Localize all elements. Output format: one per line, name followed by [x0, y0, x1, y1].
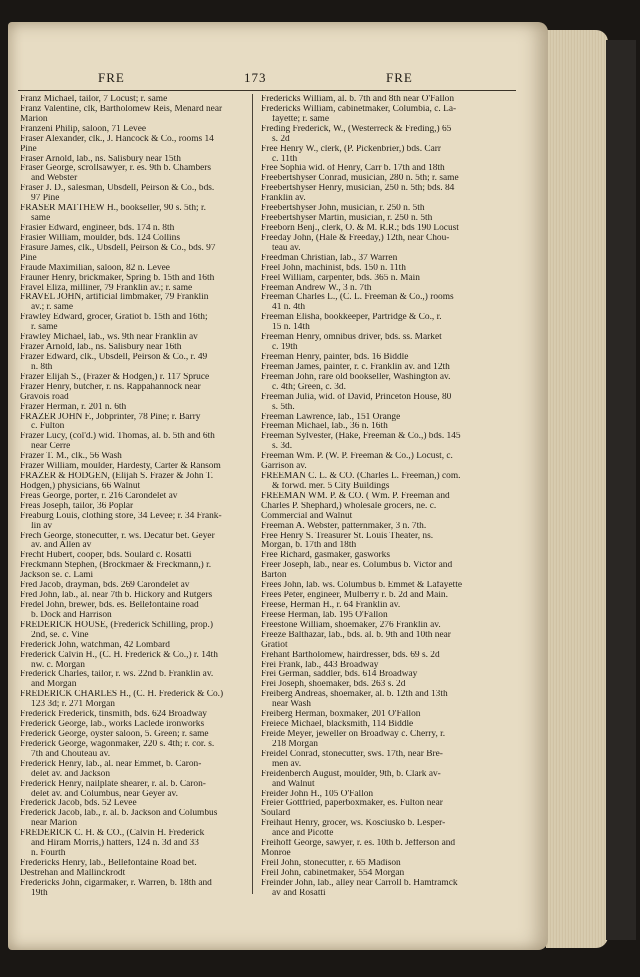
left-column	[20, 95, 252, 899]
directory-line: Franzeni Philip, saloon, 71 Levee	[20, 124, 147, 134]
directory-line: Frederick Jacob, bds. 52 Levee	[20, 799, 137, 809]
directory-line: 123 3d; r. 271 Morgan	[31, 700, 115, 710]
directory-line: Fraser George, scrollsawyer, r. es. 9th b. Chambers	[20, 164, 212, 174]
directory-line: Freiberg Andreas, shoemaker, al. b. 12th and 13th	[261, 690, 448, 700]
directory-line: Freeman Lawrence, lab., 151 Orange	[261, 412, 401, 422]
directory-line: c. 4th; Green, c. 3d.	[272, 382, 346, 392]
directory-line: & forwd. mer. 5 City Buildings	[272, 481, 390, 491]
directory-line: Frazer William, moulder, Hardesty, Carter & Ransom	[20, 462, 221, 472]
directory-line: Frawley Michael, lab., ws. 9th near Franklin av	[20, 333, 198, 343]
directory-line: Freeman John, rare old bookseller, Washington av.	[261, 372, 451, 382]
directory-line: Frawley Edward, grocer, Gratiot b. 15th and 16th;	[20, 313, 208, 323]
directory-line: FRAZER JOHN F., Jobprinter, 78 Pine; r. Barry	[20, 412, 201, 422]
directory-line: 2nd, se. c. Vine	[31, 630, 89, 640]
running-head-right: FRE	[386, 70, 413, 85]
directory-line: Frei German, saddler, bds. 614 Broadway	[261, 670, 418, 680]
directory-line: Monroe	[261, 849, 291, 859]
directory-line: Soulard	[261, 809, 291, 819]
page-edge	[546, 30, 608, 948]
directory-line: Fraser Arnold, lab., ns. Salisbury near 15th	[20, 154, 181, 164]
directory-line: FREDERICK HOUSE, (Frederick Schilling, prop.)	[20, 620, 213, 630]
directory-line: FREEMAN C. L. & CO. (Charles L. Freeman,) com.	[261, 472, 461, 482]
directory-line: Garrison av.	[261, 462, 307, 472]
directory-line: av. and Allen av	[31, 541, 92, 551]
directory-line: Freeman Andrew W., 3 n. 7th	[261, 283, 372, 293]
directory-line: Frederick Frederick, tinsmith, bds. 624 Broadway	[20, 710, 207, 720]
directory-line: Frederick George, lab., works Laclede ironworks	[20, 720, 205, 730]
directory-line: Freas Joseph, tailor, 36 Poplar	[20, 501, 134, 511]
directory-line: Freihoff George, sawyer, r. es. 10th b. Jefferson and	[261, 839, 456, 849]
directory-line: Freeday John, (Hale & Freeday,) 12th, near Chou-	[261, 233, 450, 243]
directory-line: Frecht Hubert, cooper, bds. Soulard c. Rosatti	[20, 551, 192, 561]
directory-line: Frasier William, moulder, bds. 124 Collins	[20, 233, 181, 243]
directory-line: Frasier Edward, engineer, bds. 174 n. 8th	[20, 223, 175, 233]
directory-line: 7th and Chouteau av.	[31, 749, 111, 759]
directory-line: Destrehan and Mallinckrodt	[20, 868, 126, 878]
directory-page	[8, 22, 548, 950]
directory-line: near Marion	[31, 819, 78, 829]
directory-line: Frauner Henry, brickmaker, Spring b. 15th and 16th	[20, 273, 215, 283]
directory-line: Fredericks John, cigarmaker, r. Warren, b. 18th and	[20, 878, 212, 888]
directory-line: Frederick George, wagonmaker, 220 s. 4th; r. cor. s.	[20, 739, 215, 749]
directory-line: Marion	[20, 114, 48, 124]
directory-line: lin av	[31, 521, 53, 531]
directory-line: and Webster	[31, 174, 78, 184]
directory-line: Free Henry S. Treasurer St. Louis Theater, ns.	[261, 531, 434, 541]
directory-line: nw. c. Morgan	[31, 660, 85, 670]
directory-line: Freeze Balthazar, lab., bds. al. b. 9th and 10th near	[261, 630, 451, 640]
directory-line: Freebertshyser John, musician, r. 250 n. 5th	[261, 204, 425, 214]
directory-line: Frasure James, clk., Ubsdell, Peirson & Co., bds. 97	[20, 243, 216, 253]
directory-line: Frederick John, watchman, 42 Lombard	[20, 640, 170, 650]
directory-line: Pine	[20, 144, 37, 154]
directory-line: Fredericks William, cabinetmaker, Columbia, c. La-	[261, 104, 457, 114]
directory-line: Freidenberch August, moulder, 9th, b. Clark av-	[261, 769, 441, 779]
directory-line: Charles P. Shephard,) wholesale grocers, ne. c.	[261, 501, 437, 511]
directory-line: Frazer Herman, r. 201 n. 6th	[20, 402, 127, 412]
header-rule	[18, 90, 516, 91]
directory-line: Freeman Sylvester, (Hake, Freeman & Co.,) bds. 145	[261, 432, 461, 442]
directory-line: Freeman Henry, omnibus driver, bds. ss. Market	[261, 333, 442, 343]
directory-line: s. 2d	[272, 134, 290, 144]
directory-line: Freil John, cabinetmaker, 554 Morgan	[261, 868, 405, 878]
directory-line: Fred John, lab., al. near 7th b. Hickory and Rutgers	[20, 591, 213, 601]
directory-line: Frederick George, oyster saloon, 5. Green; r. same	[20, 730, 209, 739]
directory-line: and Walnut	[272, 779, 315, 789]
directory-line: Pine	[20, 253, 37, 263]
directory-line: Freese Herman, lab. 195 O'Fallon	[261, 610, 388, 620]
directory-line: c. 11th	[272, 154, 298, 164]
directory-line: Free Sophia wid. of Henry, Carr b. 17th and 18th	[261, 164, 445, 174]
directory-line: Frees Peter, engineer, Mulberry r. b. 2d and Main.	[261, 591, 448, 601]
directory-line: Fred Jacob, drayman, bds. 269 Carondelet av	[20, 581, 190, 591]
directory-line: Freel John, machinist, bds. 150 n. 11th	[261, 263, 406, 273]
directory-line: Freestone William, shoemaker, 276 Franklin av.	[261, 620, 441, 630]
directory-line: near Cerre	[31, 442, 71, 452]
directory-line: Freier Gottfried, paperboxmaker, es. Fulton near	[261, 799, 443, 809]
directory-line: Freeman Henry, painter, bds. 16 Biddle	[261, 352, 409, 362]
directory-line: Fraser J. D., salesman, Ubsdell, Peirson & Co., bds.	[20, 184, 215, 194]
directory-line: Freinder John, lab., alley near Carroll b. Hamtramck	[261, 878, 458, 888]
directory-line: 97 Pine	[31, 194, 60, 204]
directory-line: delet av. and Columbus, near Geyer av.	[31, 789, 178, 799]
directory-line: s. 3d.	[272, 442, 293, 452]
directory-line: Commercial and Walnut	[261, 511, 353, 521]
directory-line: 15 n. 14th	[272, 323, 310, 333]
directory-line: 218 Morgan	[272, 739, 318, 749]
directory-line: Freider John H., 105 O'Fallon	[261, 789, 374, 799]
directory-line: Freeman Julia, wid. of David, Princeton House, 80	[261, 392, 452, 402]
directory-line: and Morgan	[31, 680, 77, 690]
directory-line: Freebertshyser Martin, musician, r. 250 n. 5th	[261, 214, 433, 224]
directory-line: Free Richard, gasmaker, gasworks	[261, 551, 391, 561]
directory-line: Freeman Charles L., (C. L. Freeman & Co.,) rooms	[261, 293, 454, 303]
directory-line: Frei Frank, lab., 443 Broadway	[261, 660, 379, 670]
directory-line: Freiece Michael, blacksmith, 114 Biddle	[261, 720, 414, 730]
directory-line: Freeman Wm. P. (W. P. Freeman & Co.,) Locust, c.	[261, 452, 453, 462]
book-spine	[606, 40, 636, 940]
directory-line: Fraude Maximilian, saloon, 82 n. Levee	[20, 263, 170, 273]
directory-line: delet av. and Jackson	[31, 769, 111, 779]
directory-line: Frech George, stonecutter, r. ws. Decatur bet. Geyer	[20, 531, 215, 541]
directory-line: Freas George, porter, r. 216 Carondelet av	[20, 491, 178, 501]
directory-line: Freidel Conrad, stonecutter, sws. 17th, near Bre-	[261, 749, 443, 759]
directory-line: Fravel Eliza, milliner, 79 Franklin av.; r. same	[20, 283, 193, 293]
directory-line: Fredericks Henry, lab., Bellefontaine Road bet.	[20, 858, 197, 868]
directory-line: near Wash	[272, 700, 311, 710]
directory-line: Frazer T. M., clk., 56 Wash	[20, 452, 122, 462]
directory-line: Fraser Alexander, clk., J. Hancock & Co., rooms 14	[20, 134, 214, 144]
directory-line: n. Fourth	[31, 849, 66, 859]
directory-line: Morgan, b. 17th and 18th	[261, 541, 357, 551]
directory-line: FREDERICK C. H. & CO., (Calvin H. Frederick	[20, 829, 205, 839]
directory-line: Frazer Lucy, (col'd.) wid. Thomas, al. b. 5th and 6th	[20, 432, 215, 442]
directory-line: Freckmann Stephen, (Brockmaer & Freckmann,) r.	[20, 561, 212, 571]
column-divider	[252, 94, 253, 894]
directory-line: FREDERICK CHARLES H., (C. H. Frederick & Co.)	[20, 690, 224, 700]
directory-line: Franz Valentine, clk, Bartholomew Reis, Menard near	[20, 104, 223, 114]
directory-line: Gravois road	[20, 392, 69, 402]
directory-line: Free Henry W., clerk, (P. Pickenbrier,) bds. Carr	[261, 144, 442, 154]
directory-line: Frazer Edward, clk., Ubsdell, Peirson & Co., r. 49	[20, 352, 208, 362]
right-column	[261, 95, 497, 899]
directory-line: av.; r. same	[31, 303, 74, 313]
directory-line: Freil John, stonecutter, r. 65 Madison	[261, 858, 401, 868]
directory-line: Gratiot	[261, 640, 288, 650]
directory-line: Freihaut Henry, grocer, ws. Kosciusko b. Lesper-	[261, 819, 446, 829]
directory-line: av and Rosatti	[272, 888, 326, 898]
directory-line: Frehant Bartholomew, hairdresser, bds. 69 s. 2d	[261, 650, 440, 660]
directory-line: c. Fulton	[31, 422, 65, 432]
directory-line: 19th	[31, 888, 48, 898]
directory-line: Freebertshyser Conrad, musician, 280 n. 5th; r. same	[261, 174, 459, 184]
directory-line: Freer Joseph, lab., near es. Columbus b. Victor and	[261, 561, 453, 571]
directory-line: teau av.	[272, 243, 301, 253]
directory-line: s. 5th.	[272, 402, 295, 412]
directory-line: ance and Picotte	[272, 829, 334, 839]
directory-line: Frazer Henry, butcher, r. ns. Rappahannock near	[20, 382, 201, 392]
directory-line: n. 8th	[31, 362, 53, 372]
directory-line: r. same	[31, 323, 58, 333]
directory-line: Frederick Jacob, lab., r. al. b. Jackson and Columbus	[20, 809, 218, 819]
directory-line: Freeman James, painter, r. c. Franklin av. and 12th	[261, 362, 450, 372]
directory-line: Freeman A. Webster, patternmaker, 3 n. 7th.	[261, 521, 427, 531]
directory-line: Hodgen,) physicians, 66 Walnut	[20, 481, 141, 491]
directory-line: Frederick Calvin H., (C. H. Frederick & Co.,) r. 14th	[20, 650, 218, 660]
directory-line: Frederick Henry, lab., al. near Emmet, b. Caron-	[20, 759, 202, 769]
directory-line: Frazer Arnold, lab., ns. Salisbury near 16th	[20, 343, 182, 353]
directory-line: Frei Joseph, shoemaker, bds. 263 s. 2d	[261, 680, 406, 690]
directory-line: b. Dock and Harrison	[31, 610, 112, 620]
directory-line: men av.	[272, 759, 302, 769]
directory-line: Freaburg Louis, clothing store, 34 Levee; r. 34 Frank-	[20, 511, 222, 521]
directory-line: Freedman Christian, lab., 37 Warren	[261, 253, 398, 263]
directory-line: Franklin av.	[261, 194, 306, 204]
directory-line: FRASER MATTHEW H., bookseller, 90 s. 5th; r.	[20, 204, 206, 214]
running-head-left: FRE	[98, 70, 125, 85]
directory-line: Frederick Henry, nailplate shearer, r. al. b. Caron-	[20, 779, 206, 789]
directory-line: Freeman Elisha, bookkeeper, Partridge & Co., r.	[261, 313, 442, 323]
directory-line: Freese, Herman H., r. 64 Franklin av.	[261, 601, 401, 611]
directory-line: Freide Meyer, jeweller on Broadway c. Cherry, r.	[261, 730, 446, 739]
directory-line: FRAZER & HODGEN, (Elijah S. Frazer & John T.	[20, 472, 214, 482]
directory-line: Freebertshyser Henry, musician, 250 n. 5th; bds. 84	[261, 184, 455, 194]
directory-line: Freel William, carpenter, bds. 365 n. Main	[261, 273, 420, 283]
directory-line: FREEMAN WM. P. & CO. ( Wm. P. Freeman and	[261, 491, 450, 501]
directory-line: fayette; r. same	[272, 114, 330, 124]
directory-line: Freding Frederick, W., (Westerreck & Freding,) 65	[261, 124, 452, 134]
directory-line: c. 19th	[272, 343, 298, 353]
directory-line: Freiberg Herman, boxmaker, 201 O'Fallon	[261, 710, 421, 720]
directory-line: Fredel John, brewer, bds. es. Bellefontaine road	[20, 601, 199, 611]
directory-line: Fredericks William, al. b. 7th and 8th near O'Fallon	[261, 95, 455, 104]
directory-line: Frazer Elijah S., (Frazer & Hodgen,) r. 117 Spruce	[20, 372, 210, 382]
directory-line: Frees John, lab. ws. Columbus b. Emmet & Lafayette	[261, 581, 463, 591]
directory-line: Barton	[261, 571, 287, 581]
directory-line: Freeborn Benj., clerk, O. & M. R.R.; bds 190 Locust	[261, 223, 459, 233]
directory-line: Franz Michael, tailor, 7 Locust; r. same	[20, 95, 168, 104]
directory-line: Frederick Charles, tailor, r. ws. 22nd b. Franklin av.	[20, 670, 214, 680]
page-number: 173	[244, 70, 267, 85]
directory-line: Freeman Michael, lab., 36 n. 16th	[261, 422, 388, 432]
directory-line: same	[31, 214, 51, 224]
directory-line: Jackson se. c. Lami	[20, 571, 94, 581]
directory-line: FRAVEL JOHN, artificial limbmaker, 79 Franklin	[20, 293, 209, 303]
directory-line: 41 n. 4th	[272, 303, 306, 313]
directory-line: and Hiram Morris,) hatters, 124 n. 3d and 33	[31, 839, 199, 849]
